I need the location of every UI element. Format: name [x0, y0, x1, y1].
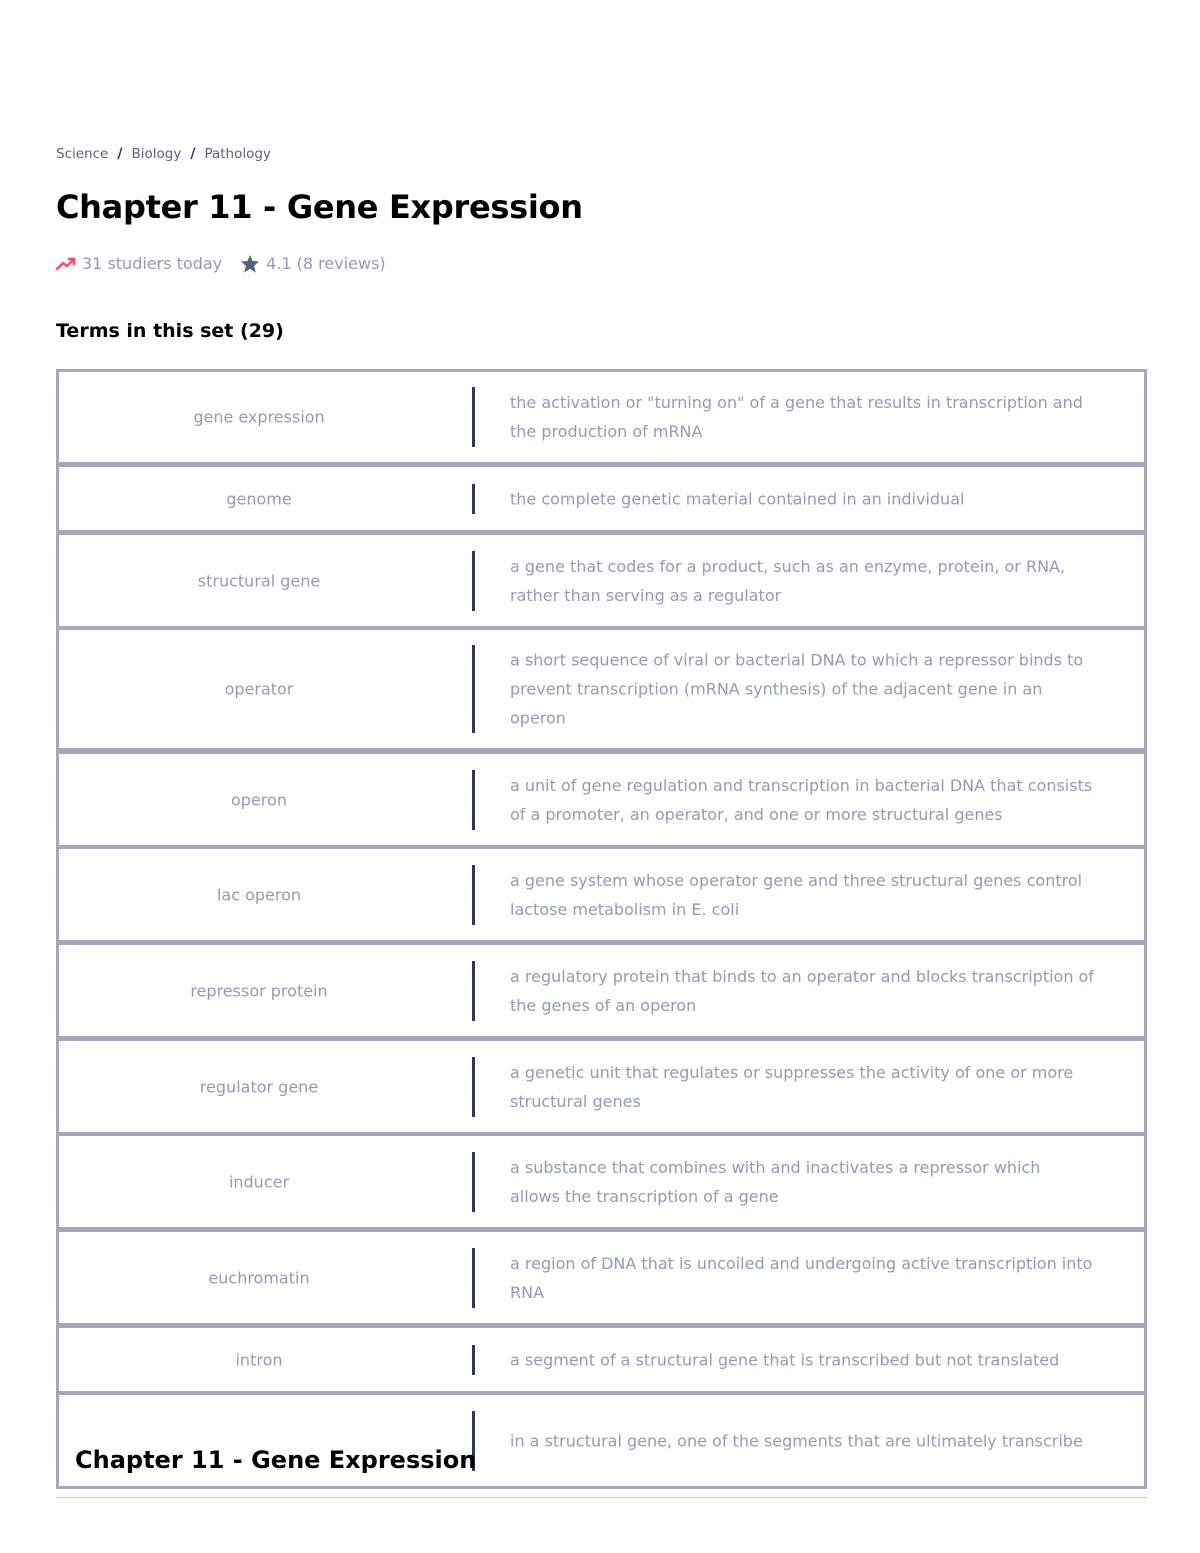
term-definition: a genetic unit that regulates or suppresses the activity of one or more structural genes [510, 1062, 1074, 1111]
term-divider [472, 551, 475, 611]
term-definition: a unit of gene regulation and transcription in bacterial DNA that consists of a promoter, an operator, and one or more structural genes [510, 775, 1093, 824]
term-word: operon [231, 790, 287, 809]
term-row [56, 532, 1147, 629]
term-word: regulator gene [199, 1077, 319, 1096]
term-row [56, 1325, 1147, 1394]
star-icon [240, 254, 260, 273]
terms-list [56, 369, 1147, 1450]
term-word: genome [226, 489, 292, 508]
term-row [56, 464, 1147, 533]
term-row [56, 627, 1147, 751]
term-row [56, 846, 1147, 943]
breadcrumb-biology[interactable]: Biology [131, 146, 182, 162]
terms-heading: Terms in this set (29) [56, 320, 284, 342]
breadcrumb-separator: / [190, 146, 196, 162]
term-divider [472, 484, 475, 514]
term-definition: a regulatory protein that binds to an operator and blocks transcription of the genes of an operon [510, 966, 1094, 1015]
term-definition: the activation or "turning on" of a gene that results in transcription and the production of mRNA [510, 393, 1083, 441]
term-divider [472, 645, 475, 733]
rating-text[interactable]: 4.1 (8 reviews) [266, 254, 386, 273]
term-row [56, 1038, 1147, 1135]
term-word: repressor protein [190, 981, 328, 1000]
term-row [56, 369, 1147, 465]
footer-divider [56, 1497, 1147, 1498]
term-definition: a segment of a structural gene that is transcribed but not translated [510, 1350, 1060, 1369]
term-row [56, 751, 1147, 848]
term-divider [472, 865, 475, 925]
term-definition: the complete genetic material contained in an individual [510, 489, 965, 508]
term-divider [472, 1248, 475, 1308]
page-title: Chapter 11 - Gene Expression [56, 188, 583, 226]
footer-title: Chapter 11 - Gene Expression [75, 1446, 477, 1474]
term-word: structural gene [197, 571, 321, 590]
term-word: inducer [228, 1172, 290, 1191]
breadcrumb-separator: / [117, 146, 123, 162]
trending-up-icon [56, 257, 76, 271]
term-definition: a gene system whose operator gene and three structural genes control lactose metabolism in E. coli [510, 870, 1083, 919]
breadcrumb [56, 146, 271, 162]
studiers-count: 31 studiers today [82, 254, 223, 273]
breadcrumb-pathology[interactable]: Pathology [204, 146, 271, 162]
term-word: euchromatin [208, 1268, 310, 1287]
study-stats [56, 254, 386, 273]
term-definition: a substance that combines with and inactivates a repressor which allows the transcription of a gene [510, 1157, 1041, 1206]
term-definition: a short sequence of viral or bacterial DNA to which a repressor binds to prevent transcription (mRNA synthesis) of the adjacent gene in an operon [510, 650, 1084, 728]
term-definition: a region of DNA that is uncoiled and undergoing active transcription into RNA [510, 1253, 1093, 1302]
term-divider [472, 1152, 475, 1212]
term-row [56, 942, 1147, 1039]
term-divider [472, 961, 475, 1021]
term-definition: in a structural gene, one of the segments that are ultimately transcribe [510, 1431, 1083, 1450]
term-word: operator [224, 679, 294, 699]
term-divider [472, 770, 475, 830]
term-definition: a gene that codes for a product, such as an enzyme, protein, or RNA, rather than serving as a regulator [510, 556, 1066, 605]
term-row [56, 1133, 1147, 1230]
term-word: lac operon [216, 885, 302, 904]
term-row [56, 1392, 1147, 1489]
term-divider [472, 1345, 475, 1375]
term-row [56, 1229, 1147, 1326]
breadcrumb-science[interactable]: Science [56, 146, 109, 162]
term-word: gene expression [193, 407, 325, 427]
term-divider [472, 1057, 475, 1117]
term-word: intron [235, 1350, 283, 1369]
term-divider [472, 387, 475, 447]
